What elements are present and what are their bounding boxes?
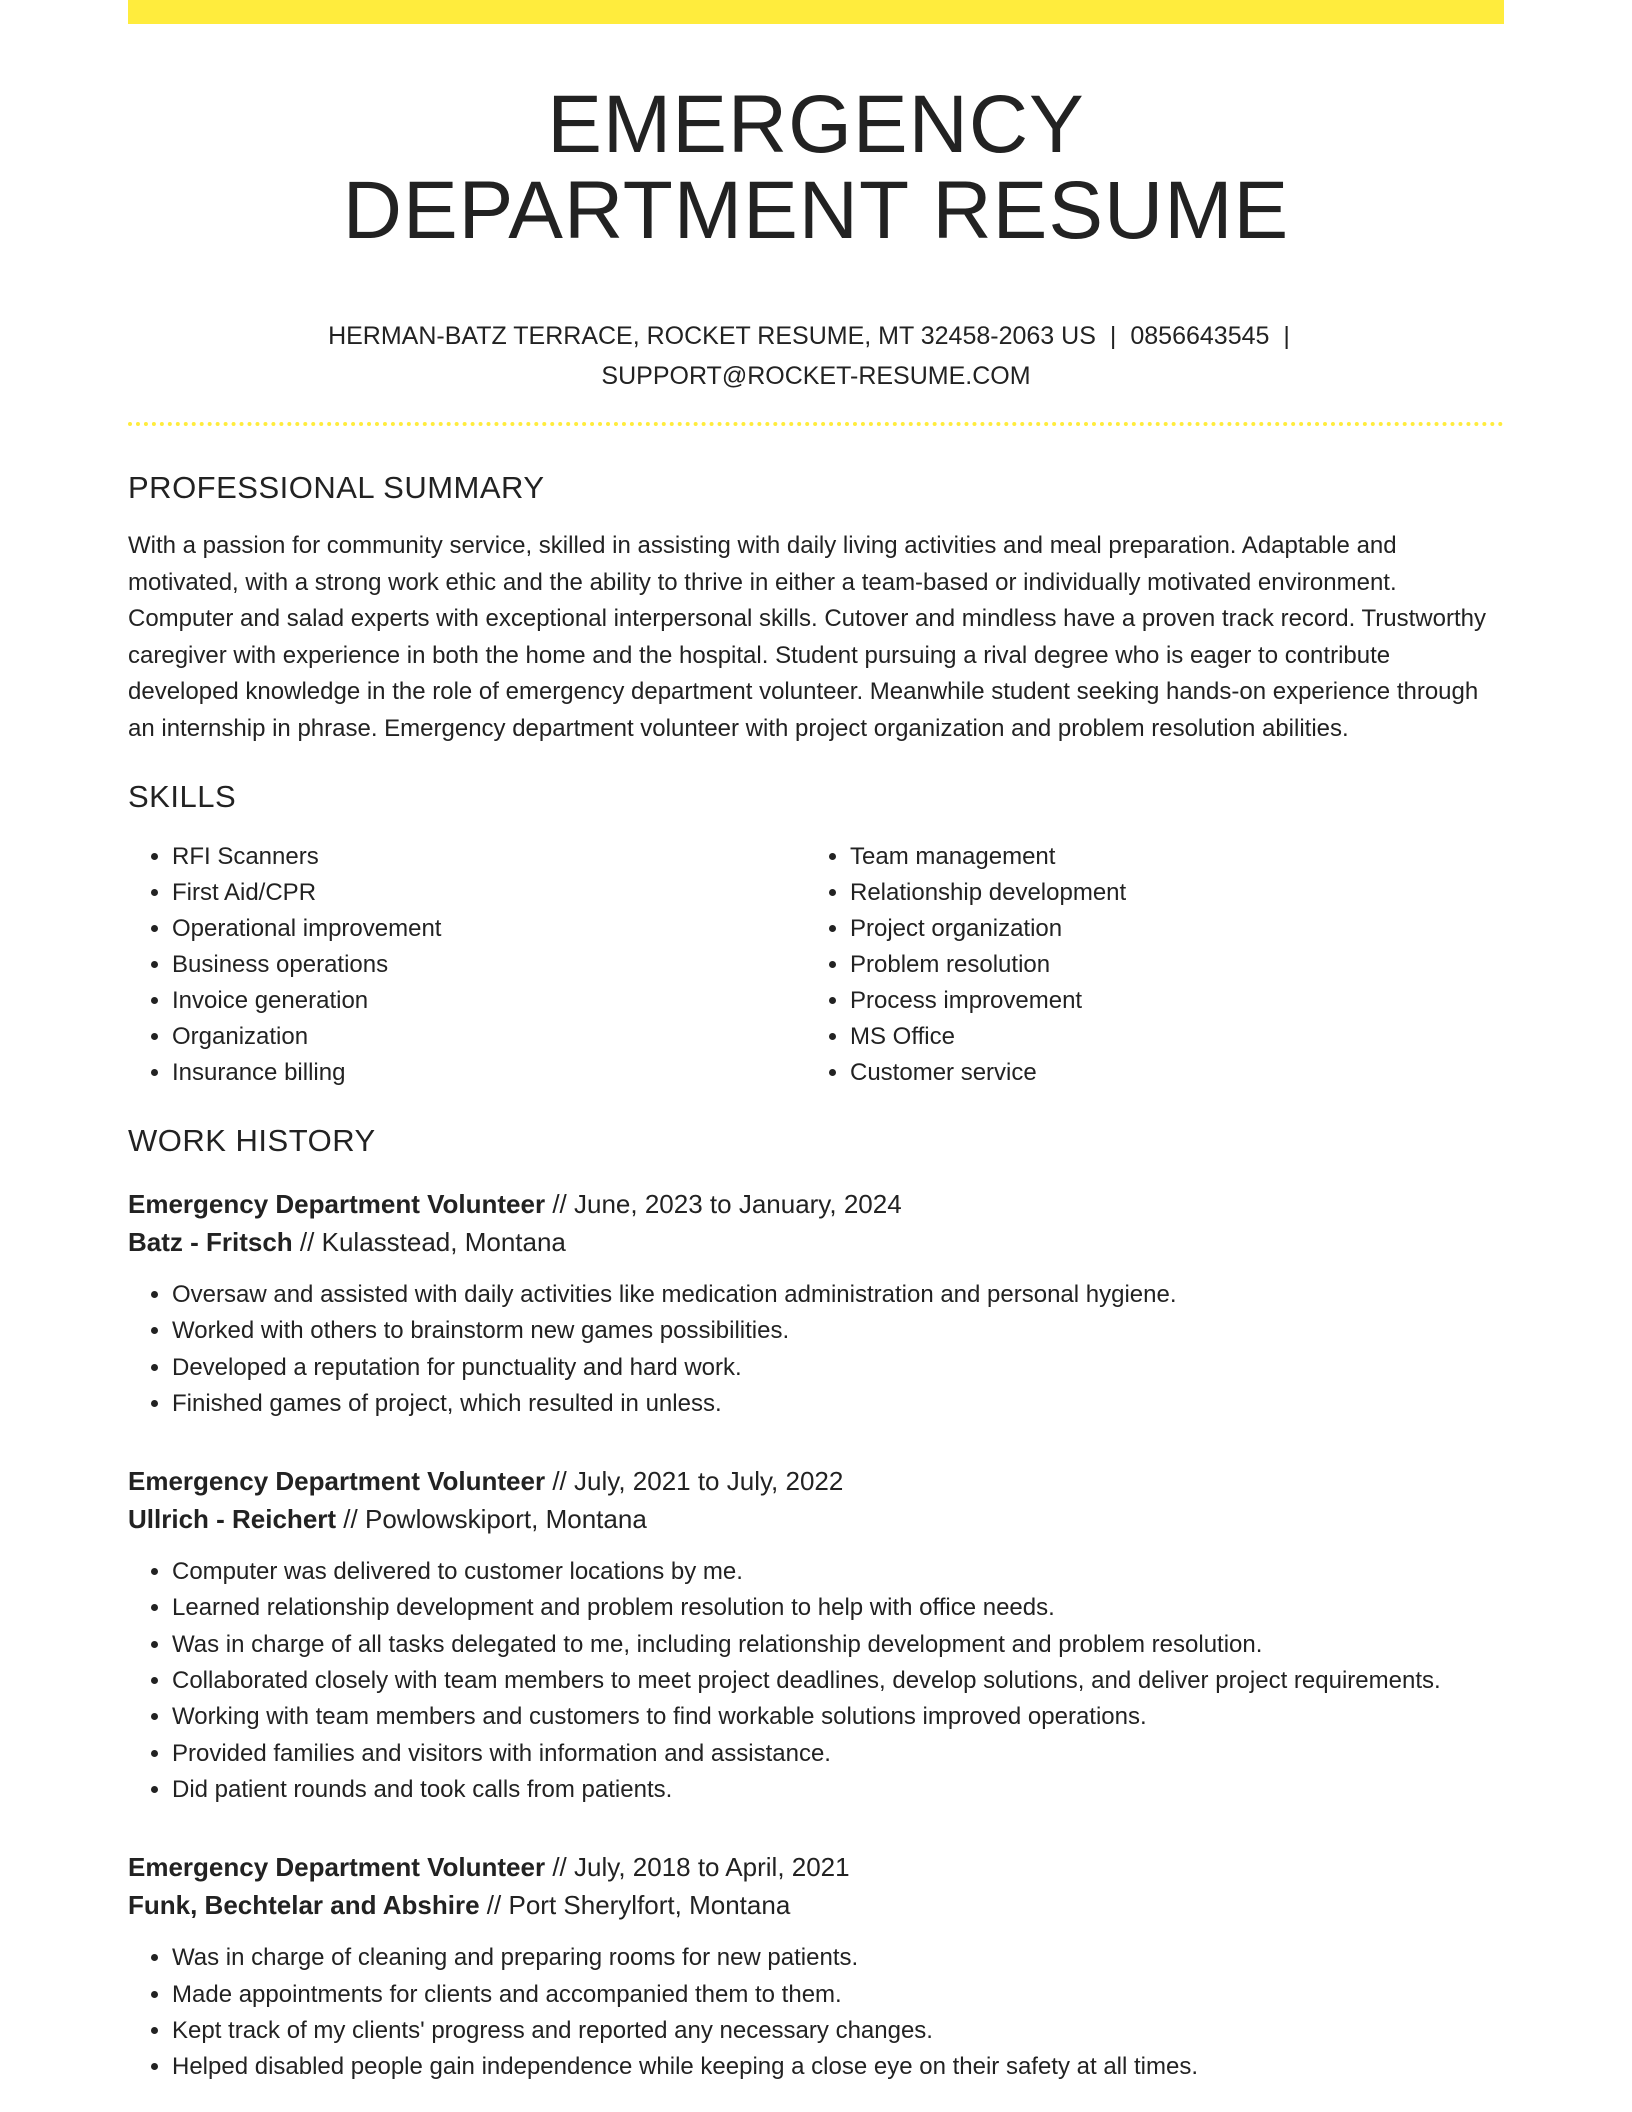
skill-item: • Problem resolution	[850, 947, 1484, 983]
skills-column-right	[806, 839, 1484, 1091]
job-entry	[128, 1185, 1504, 1422]
job-location: Port Sherylfort, Montana	[508, 1890, 791, 1921]
job-title: Emergency Department Volunteer	[128, 1466, 546, 1497]
skill-item: • RFI Scanners	[172, 839, 806, 875]
contact-line-1	[128, 316, 1504, 356]
job-entry	[128, 1462, 1504, 1808]
job-bullet: • Did patient rounds and took calls from patients.	[172, 1772, 1504, 1808]
contact-email: SUPPORT@ROCKET-RESUME.COM	[601, 362, 1031, 390]
skill-item: • Relationship development	[850, 875, 1484, 911]
job-company-line	[128, 1223, 1504, 1261]
job-entry	[128, 1848, 1504, 2085]
job-divider: //	[552, 1466, 567, 1497]
job-bullet: • Computer was delivered to customer locations by me.	[172, 1554, 1504, 1590]
contact-line-2	[128, 356, 1504, 396]
contact-separator: |	[1283, 322, 1290, 350]
job-title-line	[128, 1848, 1504, 1886]
skill-item: • MS Office	[850, 1019, 1484, 1055]
job-bullet: • Working with team members and customers to find workable solutions improved operations.	[172, 1699, 1504, 1735]
job-bullet: • Made appointments for clients and accompanied them to them.	[172, 1977, 1504, 2013]
job-divider: //	[552, 1189, 567, 1219]
job-bullet: • Developed a reputation for punctuality and hard work.	[172, 1350, 1504, 1386]
job-title: Emergency Department Volunteer	[128, 1852, 546, 1883]
job-divider: //	[343, 1504, 358, 1535]
job-title: Emergency Department Volunteer	[128, 1189, 546, 1219]
job-dates: June, 2023 to January, 2024	[574, 1189, 902, 1219]
job-company-line	[128, 1886, 1504, 1924]
skill-item: • Insurance billing	[172, 1055, 806, 1091]
skill-item: • Process improvement	[850, 983, 1484, 1019]
job-bullets	[128, 1554, 1504, 1808]
dotted-divider	[128, 422, 1504, 426]
job-bullet: • Kept track of my clients' progress and reported any necessary changes.	[172, 2013, 1504, 2049]
job-bullet: • Worked with others to brainstorm new games possibilities.	[172, 1313, 1504, 1349]
job-bullet: • Learned relationship development and problem resolution to help with office needs.	[172, 1590, 1504, 1626]
work-history-heading: WORK HISTORY	[128, 1123, 376, 1158]
job-bullets	[128, 1277, 1504, 1422]
contact-info	[128, 316, 1504, 396]
job-location: Kulasstead, Montana	[321, 1227, 566, 1257]
resume-page	[128, 0, 1504, 2085]
job-company: Batz - Fritsch	[128, 1227, 293, 1257]
job-title-line	[128, 1462, 1504, 1500]
skill-item: • Team management	[850, 839, 1484, 875]
contact-address: HERMAN-BATZ TERRACE, ROCKET RESUME, MT 32458-2063 US	[328, 322, 1096, 350]
job-bullet: • Collaborated closely with team members to meet project deadlines, develop solutions, and deliver project requirements.	[172, 1663, 1504, 1699]
job-bullet: • Provided families and visitors with information and assistance.	[172, 1736, 1504, 1772]
title-line-2: DEPARTMENT RESUME	[342, 165, 1290, 256]
job-company-line	[128, 1500, 1504, 1538]
top-accent-bar	[128, 0, 1504, 24]
job-title-line	[128, 1185, 1504, 1223]
skill-item: • First Aid/CPR	[172, 875, 806, 911]
job-divider: //	[552, 1852, 567, 1883]
skill-item: • Operational improvement	[172, 911, 806, 947]
job-bullet: • Oversaw and assisted with daily activities like medication administration and personal hygiene.	[172, 1277, 1504, 1313]
summary-heading: PROFESSIONAL SUMMARY	[128, 470, 545, 505]
skill-item: • Business operations	[172, 947, 806, 983]
skills-heading: SKILLS	[128, 779, 237, 814]
skill-item: • Invoice generation	[172, 983, 806, 1019]
job-bullet: • Helped disabled people gain independence while keeping a close eye on their safety at all times.	[172, 2049, 1504, 2085]
job-company: Funk, Bechtelar and Abshire	[128, 1890, 480, 1921]
job-bullet: • Was in charge of cleaning and preparing rooms for new patients.	[172, 1940, 1504, 1976]
job-bullet: • Finished games of project, which resulted in unless.	[172, 1386, 1504, 1422]
skills-column-left	[128, 839, 806, 1091]
job-bullets	[128, 1940, 1504, 2085]
title-line-1: EMERGENCY	[547, 79, 1085, 170]
job-location: Powlowskiport, Montana	[364, 1504, 647, 1535]
job-dates: July, 2021 to July, 2022	[574, 1466, 844, 1497]
skill-item: • Customer service	[850, 1055, 1484, 1091]
job-divider: //	[486, 1890, 502, 1921]
contact-separator: |	[1109, 322, 1117, 350]
job-bullet: • Was in charge of all tasks delegated to me, including relationship development and problem resolution.	[172, 1627, 1504, 1663]
job-dates: July, 2018 to April, 2021	[574, 1852, 850, 1883]
skill-item: • Organization	[172, 1019, 806, 1055]
job-company: Ullrich - Reichert	[128, 1504, 337, 1535]
summary-text: With a passion for community service, skilled in assisting with daily living activities and meal preparation. Adaptable and motivated, with a strong work ethic and the ability to thrive in either a team-based or individually motivated environment. Computer and salad experts with exceptional interpersonal skills. Cutover and mindless have a proven track record. Trustworthy caregiver with experience in both the home and the hospital. Student pursuing a rival degree who is eager to contribute developed knowledge in the role of emergency department volunteer. Meanwhile student seeking hands-on experience through an internship in phrase. Emergency department volunteer with project organization and problem resolution abilities.	[128, 532, 1486, 742]
skills-list	[128, 839, 1504, 1091]
page-title	[128, 79, 1504, 256]
skill-item: • Project organization	[850, 911, 1484, 947]
contact-phone: 0856643545	[1130, 322, 1270, 350]
job-divider: //	[299, 1227, 315, 1257]
